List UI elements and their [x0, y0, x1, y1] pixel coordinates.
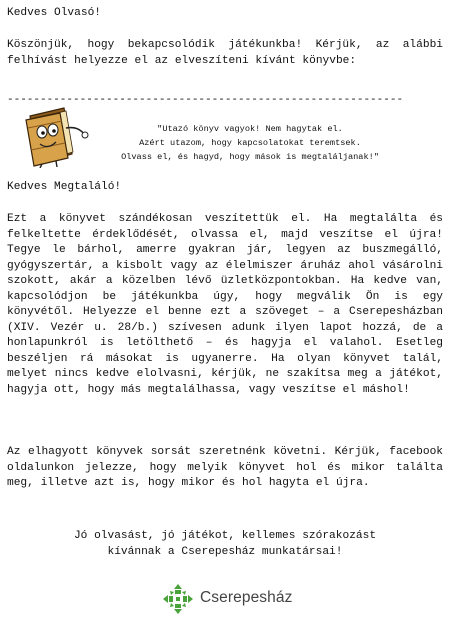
book-mascot-icon — [20, 104, 92, 168]
body-paragraph: Ezt a könyvet szándékosan veszítettük el. Ha megtalálta és felkeltette érdeklődését, olvassa el, majd veszítse el újra! Tegye le bárhol, amerre gyakran jár, legyen az buszmegálló, gyógyszertár, a kisbolt vagy az élelmiszer áruház ahol vásárolni szokott, akár a közelben lévő üzletközpontokban. Ha kedve van, kapcsolódjon be játékunkba úgy, hogy megválik Ön is egy könyvétől. Helyezze el benne ezt a szöveget – a Cserepesházban (XIV. Vezér u. 28/b.) szívesen adunk ilyen lapot hozzá, de a honlapunkról is letölthető – és hagyja el valahol. Esetleg beszéljen rá másokat is ugyanerre. Ha olyan könyvet talál, melyet nincs kedve elolvasni, kérjük, ne szakítsa meg a játékot, hagyja ott, hogy más megtalálhassa, vagy veszítse el máshol! — [7, 213, 443, 396]
quote-line: Olvass el, és hagyd, hogy mások is megtaláljanak!" — [121, 152, 379, 162]
closing-line-2: kívánnak a Cserepesház munkatársai! — [107, 546, 343, 558]
dashed-divider: ------------------------------------------------------------ — [7, 94, 404, 106]
finder-greeting: Kedves Megtaláló! — [7, 181, 122, 193]
followup-paragraph: Az elhagyott könyvek sorsát szeretnénk követni. Kérjük, facebook oldalunkon jelezze, hogy melyik könyvet hol és mikor találta meg, illetve azt is, hogy mikor és hol hagyta el újra. — [7, 446, 443, 489]
book-quote — [100, 122, 400, 164]
intro-text: Köszönjük, hogy bekapcsolódik játékunkba! Kérjük, az alábbi felhívást helyezze el az elveszíteni kívánt könyvbe: — [7, 39, 443, 67]
closing-line-1: Jó olvasást, jó játékot, kellemes szórakozást — [73, 530, 377, 542]
logo-text: Cserepesház — [200, 589, 293, 606]
quote-line: "Utazó könyv vagyok! Nem hagytak el. — [157, 124, 343, 134]
quote-line: Azért utazom, hogy kapcsolatokat teremtsek. — [139, 138, 361, 148]
cserepeshaz-logo-icon — [162, 583, 194, 615]
cserepeshaz-logo — [160, 583, 300, 615]
reader-greeting: Kedves Olvasó! — [7, 7, 101, 19]
